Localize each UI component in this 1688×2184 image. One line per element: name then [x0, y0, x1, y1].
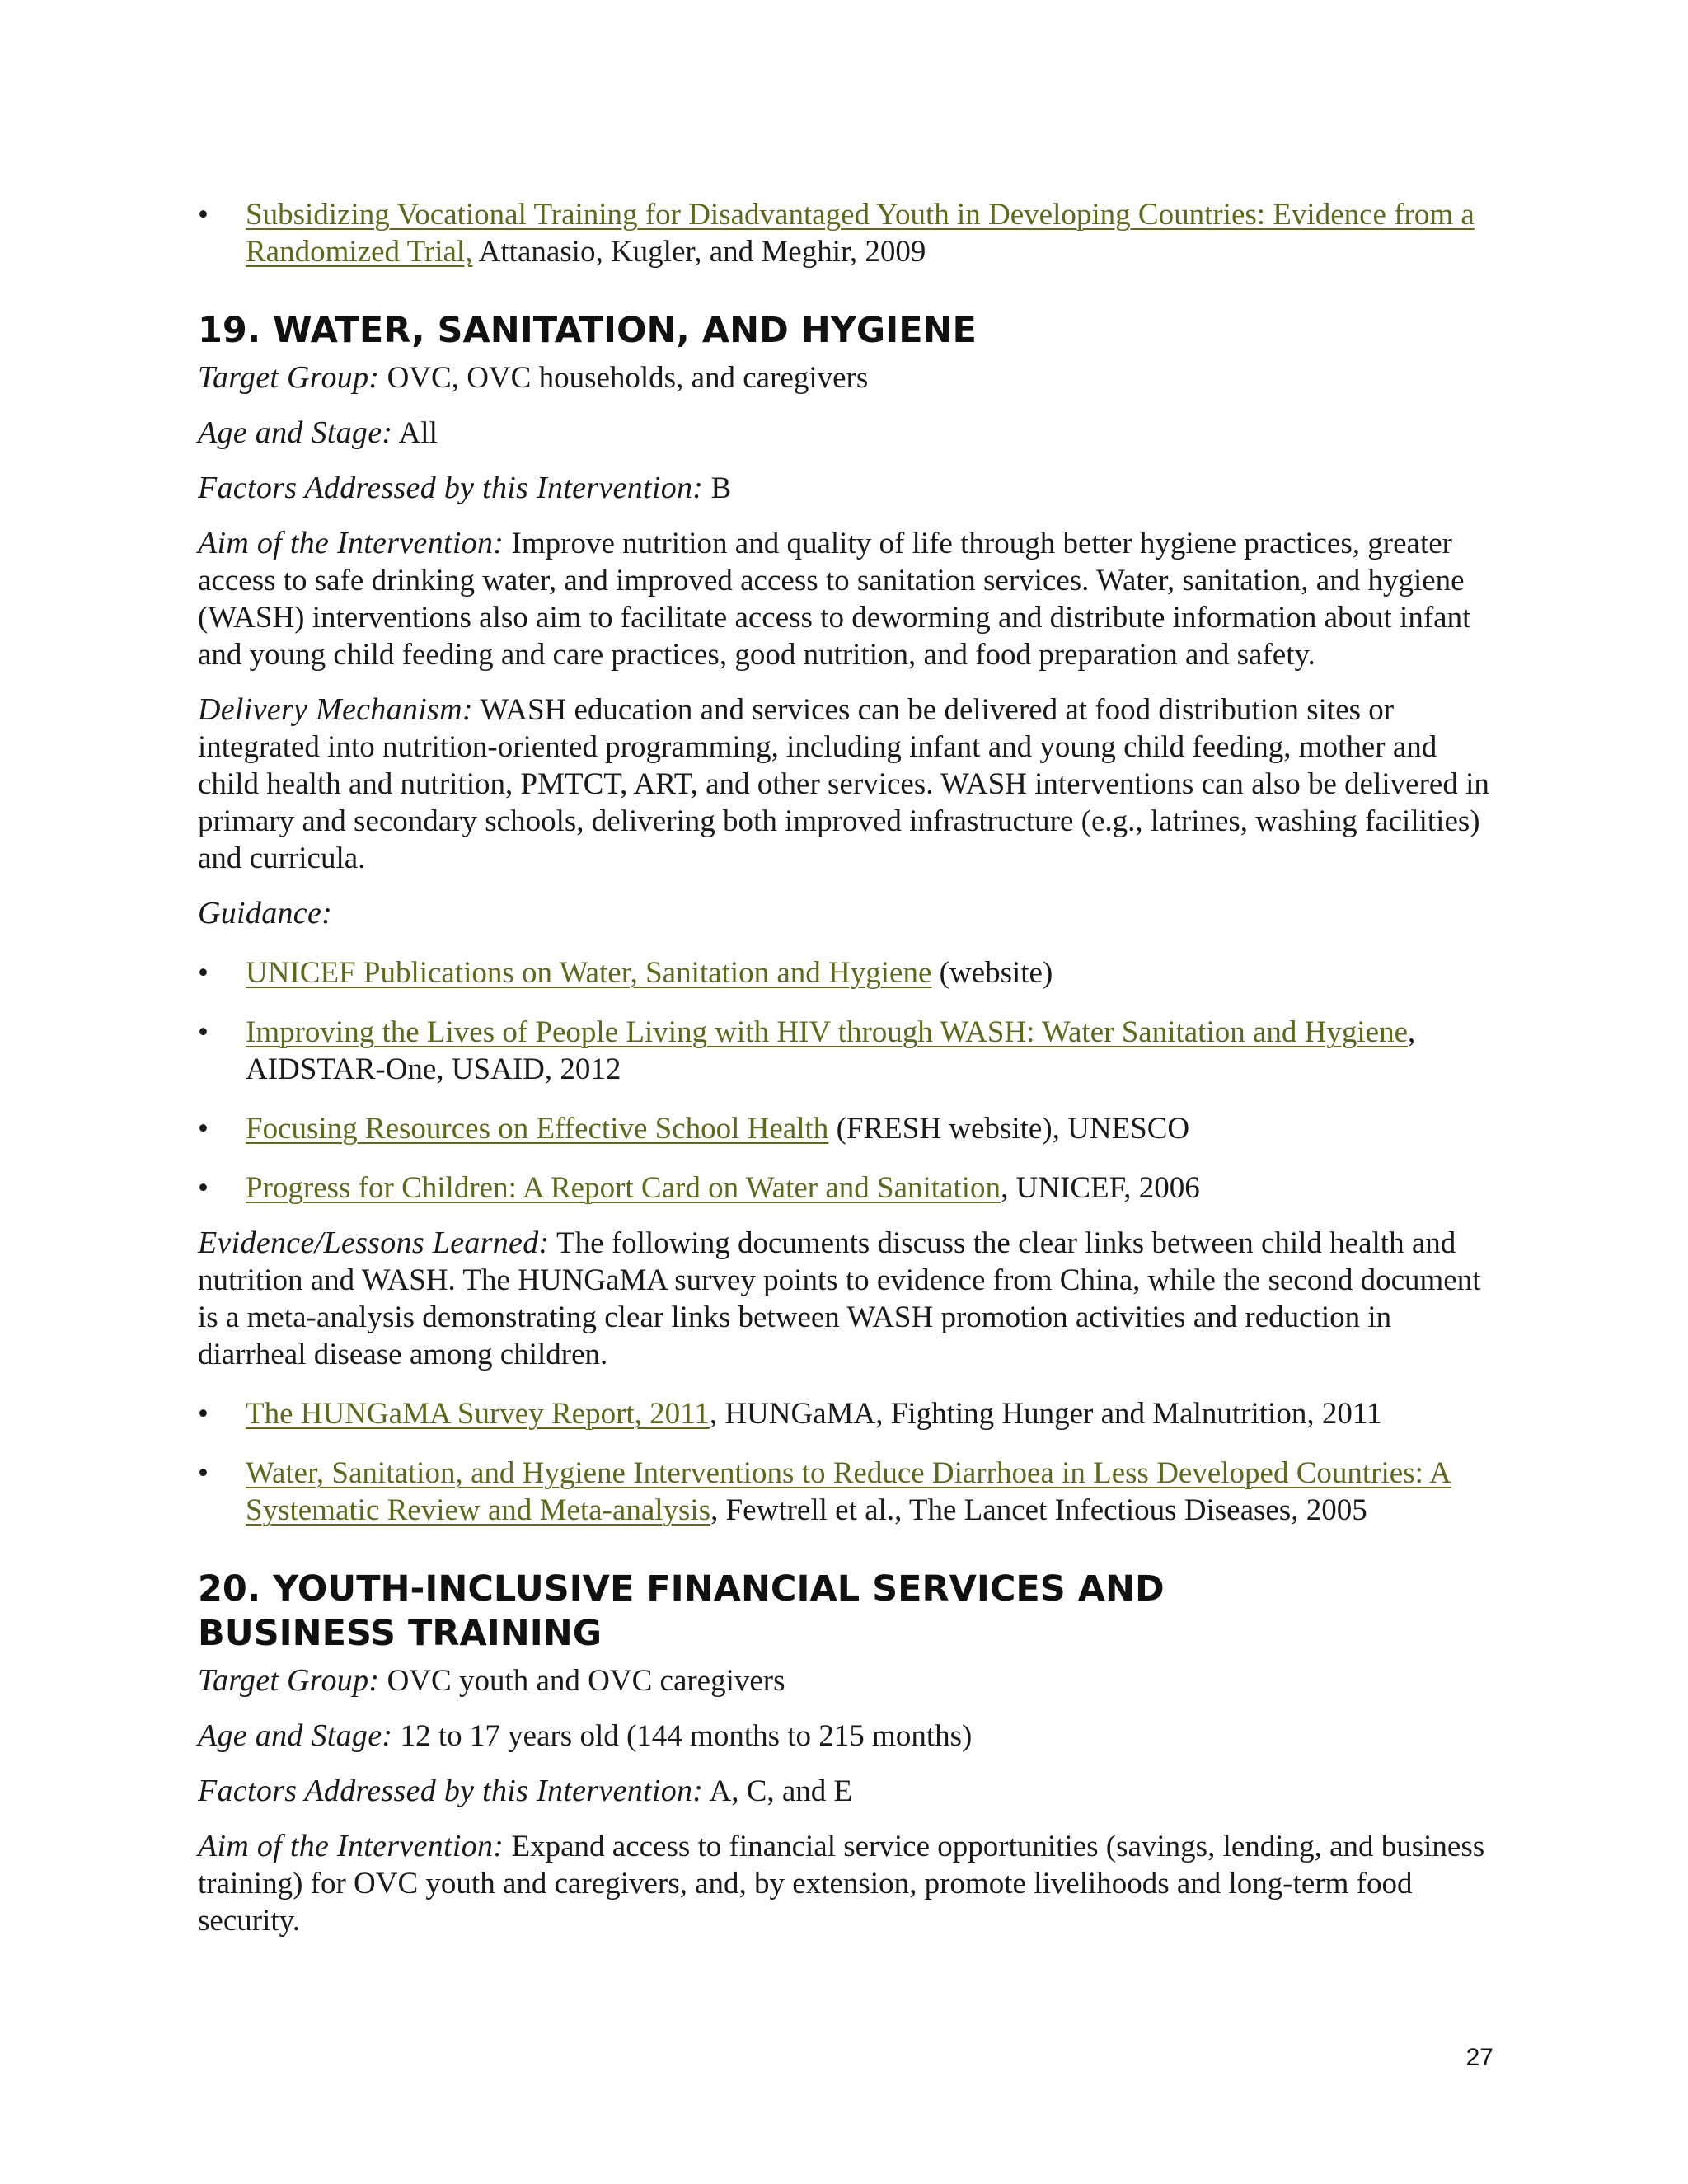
- list-item: [198, 1455, 1492, 1529]
- field-value: All: [392, 416, 438, 450]
- list-item: [198, 1169, 1492, 1207]
- field-label: Target Group:: [198, 1663, 380, 1698]
- evidence-citation: , Fewtrell et al., The Lancet Infectious Diseases, 2005: [710, 1493, 1367, 1527]
- field-value: Improve nutrition and quality of life through better hygiene practices, greater access to safe drinking water, and improved access to sanitation services. Water, sanitation, and hygiene (WASH) interventions also aim to facilitate access to deworming and distribute information about infant and young child feeding and care practices, good nutrition, and food preparation and safety.: [198, 527, 1471, 672]
- field-label: Delivery Mechanism:: [198, 692, 473, 727]
- evidence-citation: , HUNGaMA, Fighting Hunger and Malnutrition, 2011: [709, 1397, 1382, 1431]
- field-value: The following documents discuss the clear links between child health and nutrition and WASH. The HUNGaMA survey points to evidence from China, while the second document is a meta-analysis demonstrating clear links between WASH promotion activities and reduction in diarrheal disease among children.: [198, 1226, 1481, 1371]
- field-label: Aim of the Intervention:: [198, 526, 504, 560]
- bullet-icon: •: [198, 1456, 209, 1490]
- reference-link[interactable]: Subsidizing Vocational Training for Disadvantaged Youth in Developing Countries: Evidence from a Randomized Trial,: [246, 198, 1475, 269]
- bullet-icon: •: [198, 1397, 209, 1431]
- evidence-link[interactable]: Water, Sanitation, and Hygiene Interventions to Reduce Diarrhoea in Less Developed Countries: A Systematic Review and Meta-analysis: [246, 1456, 1451, 1527]
- field-value: OVC youth and OVC caregivers: [379, 1664, 785, 1698]
- target-group: [198, 1662, 1492, 1699]
- factors-addressed: [198, 1773, 1492, 1810]
- bullet-icon: •: [198, 1171, 209, 1205]
- factors-addressed: [198, 470, 1492, 507]
- field-label: Age and Stage:: [198, 415, 393, 450]
- field-label: Evidence/Lessons Learned:: [198, 1226, 550, 1260]
- list-item: [198, 196, 1492, 270]
- field-value: A, C, and E: [703, 1774, 853, 1808]
- age-and-stage: [198, 1718, 1492, 1755]
- delivery-mechanism: [198, 691, 1492, 877]
- field-value: OVC, OVC households, and caregivers: [379, 361, 869, 395]
- guidance-link[interactable]: Improving the Lives of People Living with HIV through WASH: Water Sanitation and Hygiene: [246, 1015, 1409, 1049]
- section-heading: 20. YOUTH-INCLUSIVE FINANCIAL SERVICES AND BUSINESS TRAINING: [198, 1568, 1165, 1654]
- guidance-link[interactable]: Focusing Resources on Effective School Health: [246, 1112, 829, 1146]
- list-item: [198, 1110, 1492, 1147]
- field-label: Factors Addressed by this Intervention:: [198, 1774, 704, 1808]
- guidance-citation: , UNICEF, 2006: [1001, 1171, 1200, 1205]
- guidance-link[interactable]: UNICEF Publications on Water, Sanitation and Hygiene: [246, 956, 932, 990]
- bullet-icon: •: [198, 1112, 209, 1146]
- field-value: 12 to 17 years old (144 months to 215 months): [392, 1719, 973, 1753]
- guidance-link[interactable]: Progress for Children: A Report Card on Water and Sanitation: [246, 1171, 1001, 1205]
- section-heading: 19. WATER, SANITATION, AND HYGIENE: [198, 310, 977, 351]
- guidance-citation: (website): [931, 956, 1053, 990]
- page-content: [198, 196, 1492, 1939]
- list-item: [198, 1395, 1492, 1432]
- evidence-link[interactable]: The HUNGaMA Survey Report, 2011: [246, 1397, 710, 1431]
- guidance-citation: (FRESH website), UNESCO: [828, 1112, 1190, 1146]
- bullet-icon: •: [198, 1015, 209, 1049]
- bullet-icon: •: [198, 956, 209, 990]
- field-label: Factors Addressed by this Intervention:: [198, 471, 704, 505]
- list-item: [198, 1014, 1492, 1088]
- field-label: Target Group:: [198, 360, 380, 395]
- evidence-lessons-learned: [198, 1225, 1492, 1373]
- aim-of-intervention: [198, 525, 1492, 673]
- field-value: WASH education and services can be delivered at food distribution sites or integrated into nutrition-oriented programming, including infant and young child feeding, mother and child health and nutrition, PMTCT, ART, and other services. WASH interventions can also be delivered in primary and secondary schools, delivering both improved infrastructure (e.g., latrines, washing facilities) and curricula.: [198, 693, 1489, 875]
- age-and-stage: [198, 415, 1492, 452]
- reference-citation: Attanasio, Kugler, and Meghir, 2009: [472, 235, 926, 269]
- target-group: [198, 359, 1492, 396]
- field-label: Aim of the Intervention:: [198, 1829, 504, 1863]
- list-item: [198, 954, 1492, 991]
- guidance-label: Guidance:: [198, 896, 333, 930]
- bullet-icon: •: [198, 198, 209, 232]
- aim-of-intervention: [198, 1828, 1492, 1939]
- field-label: Age and Stage:: [198, 1718, 393, 1753]
- field-value: Expand access to financial service opportunities (savings, lending, and business training) for OVC youth and caregivers, and, by extension, promote livelihoods and long-term food security.: [198, 1830, 1485, 1938]
- page-number: 27: [1465, 2044, 1493, 2071]
- field-value: B: [703, 471, 732, 505]
- guidance-citation: , AIDSTAR-One, USAID, 2012: [246, 1015, 1416, 1086]
